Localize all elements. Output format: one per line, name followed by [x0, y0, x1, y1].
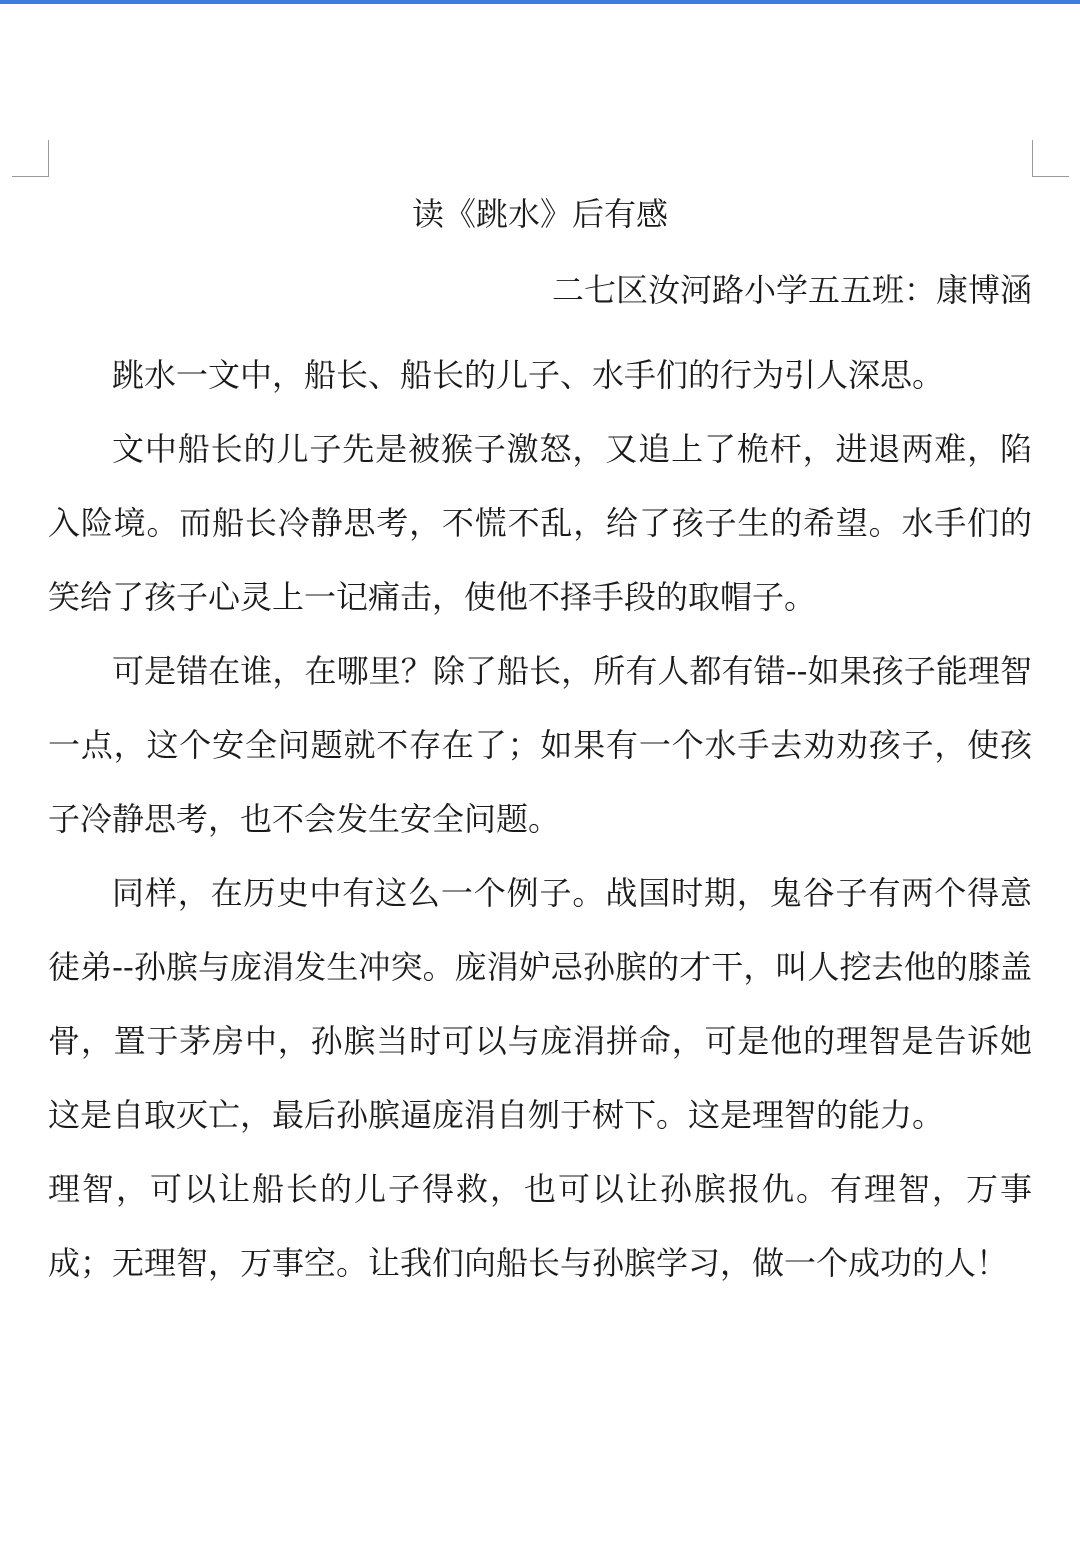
margin-corner-mark-left — [12, 140, 49, 177]
paragraph-2: 文中船长的儿子先是被猴子激怒，又追上了桅杆，进退两难，陷入险境。而船长冷静思考，不慌不乱，给了孩子生的希望。水手们的笑给了孩子心灵上一记痛击，使他不择手段的取帽子。 — [48, 430, 1032, 616]
document-title: 读《跳水》后有感 — [411, 195, 668, 233]
margin-corner-mark-right — [1032, 140, 1069, 177]
document-author: 二七区汝河路小学五五班：康博涵 — [551, 271, 1032, 309]
paragraph-4: 同样，在历史中有这么一个例子。战国时期，鬼谷子有两个得意徒弟--孙膑与庞涓发生冲突。庞涓妒忌孙膑的才干，叫人挖去他的膝盖骨，置于茅房中，孙膑当时可以与庞涓拼命，可是他的理智是告诉她这是自取灭亡，最后孙膑逼庞涓自刎于树下。这是理智的能力。 — [48, 874, 1032, 1134]
paragraph-3: 可是错在谁，在哪里？除了船长，所有人都有错--如果孩子能理智一点，这个安全问题就不存在了；如果有一个水手去劝劝孩子，使孩子冷静思考，也不会发生安全问题。 — [48, 652, 1032, 838]
paragraph-5: 理智，可以让船长的儿子得救，也可以让孙膑报仇。有理智，万事成；无理智，万事空。让我们向船长与孙膑学习，做一个成功的人！ — [48, 1170, 1032, 1282]
paragraph-1: 跳水一文中，船长、船长的儿子、水手们的行为引人深思。 — [112, 356, 945, 394]
document-body — [48, 338, 1032, 1300]
document-page — [0, 4, 1080, 1562]
